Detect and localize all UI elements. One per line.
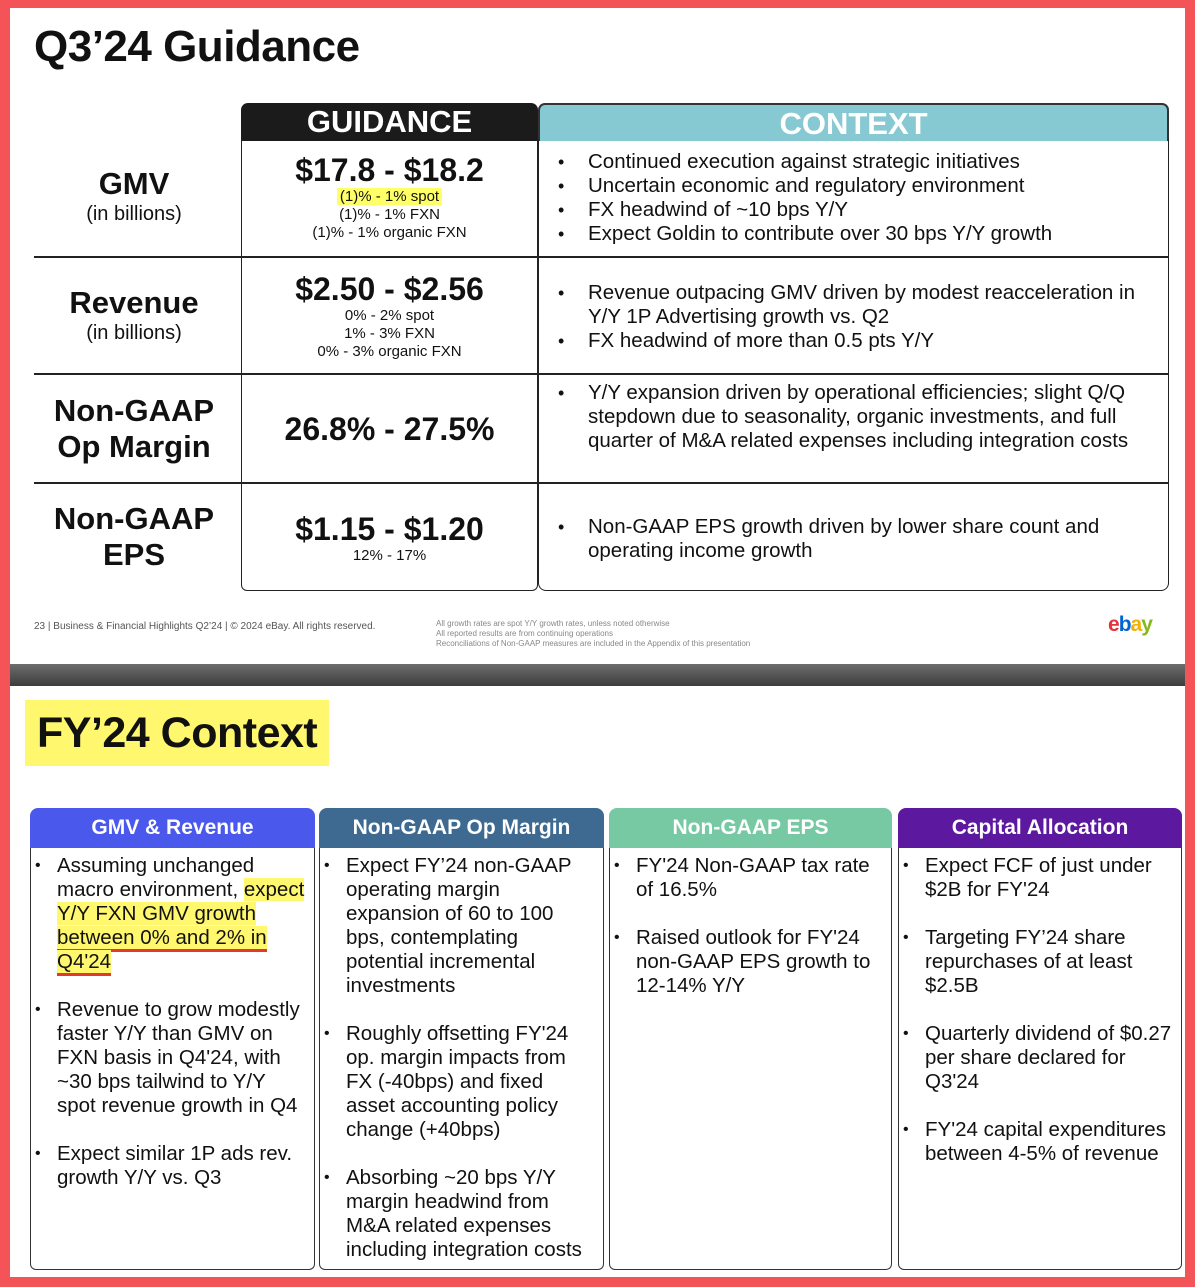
row-divider xyxy=(34,373,1169,375)
list-item: • FY'24 Non-GAAP tax rate of 16.5% xyxy=(610,854,891,902)
column-gmv-revenue xyxy=(30,808,315,1270)
list-item: • Expect FCF of just under $2B for FY'24 xyxy=(899,854,1181,902)
context-header: CONTEXT xyxy=(538,103,1169,141)
list-item: • Roughly offsetting FY'24 op. margin impacts from FX (-40bps) and fixed asset accounting policy change (+40bps) xyxy=(320,1022,603,1142)
column-op-margin xyxy=(319,808,604,1270)
guidance-value: $17.8 - $18.2 xyxy=(295,152,484,188)
context-bullet: • Revenue outpacing GMV driven by modest reacceleration in Y/Y 1P Advertising growth vs. Q2 xyxy=(548,281,1163,329)
highlighted-text: expect Y/Y FXN GMV growth xyxy=(57,878,305,925)
row-label-eps: Non-GAAP EPS xyxy=(53,501,215,572)
row-label-gmv: GMV (in billions) xyxy=(86,166,182,225)
fy-context-slide xyxy=(10,686,1185,1277)
column-body xyxy=(898,848,1182,1270)
context-bullet: • Y/Y expansion driven by operational efficiencies; slight Q/Q stepdown due to seasonality, organic investments, and full quarter of M&A related expenses including integration costs xyxy=(548,381,1163,453)
underlined-highlighted-text: between 0% and 2% in Q4'24 xyxy=(57,926,267,976)
guidance-value: 26.8% - 27.5% xyxy=(284,411,495,447)
context-bullet: • Uncertain economic and regulatory environment xyxy=(548,174,1163,198)
highlighted-spot-range: (1)% - 1% spot xyxy=(337,188,442,205)
ebay-logo: ebay xyxy=(1108,613,1152,636)
list-item: • Expect similar 1P ads rev. growth Y/Y vs. Q3 xyxy=(31,1142,314,1190)
list-item: • Quarterly dividend of $0.27 per share declared for Q3'24 xyxy=(899,1022,1181,1094)
slide-footer: 23 | Business & Financial Highlights Q2’24 | © 2024 eBay. All rights reserved. xyxy=(34,621,376,632)
list-item: • Raised outlook for FY'24 non-GAAP EPS growth to 12-14% Y/Y xyxy=(610,926,891,998)
guidance-slide xyxy=(10,8,1185,664)
list-item: • Revenue to grow modestly faster Y/Y than GMV on FXN basis in Q4'24, with ~30 bps tailwind to Y/Y spot revenue growth in Q4 xyxy=(31,998,314,1118)
context-eps xyxy=(548,515,1163,563)
column-eps xyxy=(609,808,892,1270)
column-header: Capital Allocation xyxy=(898,808,1182,848)
list-item: • Absorbing ~20 bps Y/Y margin headwind from M&A related expenses including integration costs xyxy=(320,1166,603,1262)
guidance-header: GUIDANCE xyxy=(241,103,538,141)
list-item: • Expect FY’24 non-GAAP operating margin expansion of 60 to 100 bps, contemplating potential incremental investments xyxy=(320,854,603,998)
column-body xyxy=(319,848,604,1270)
row-divider xyxy=(34,482,1169,484)
context-revenue xyxy=(548,281,1163,353)
column-header: GMV & Revenue xyxy=(30,808,315,848)
slide-divider xyxy=(10,664,1185,686)
slide-title: Q3’24 Guidance xyxy=(34,22,360,71)
context-op-margin xyxy=(548,381,1163,453)
context-bullet: • Expect Goldin to contribute over 30 bps Y/Y growth xyxy=(548,222,1163,246)
slide-title: FY’24 Context xyxy=(25,700,329,766)
guidance-value: $2.50 - $2.56 xyxy=(295,271,484,307)
context-gmv xyxy=(548,150,1163,246)
context-bullet: • FX headwind of more than 0.5 pts Y/Y xyxy=(548,329,1163,353)
context-bullet: • FX headwind of ~10 bps Y/Y xyxy=(548,198,1163,222)
column-body xyxy=(30,848,315,1270)
row-divider xyxy=(34,256,1169,258)
column-capital-allocation xyxy=(898,808,1182,1270)
column-header: Non-GAAP Op Margin xyxy=(319,808,604,848)
context-bullet: • Non-GAAP EPS growth driven by lower share count and operating income growth xyxy=(548,515,1163,563)
guidance-op-margin xyxy=(241,411,538,447)
list-item: • Targeting FY’24 share repurchases of at least $2.5B xyxy=(899,926,1181,998)
guidance-value: $1.15 - $1.20 xyxy=(295,511,484,547)
guidance-revenue: $2.50 - $2.56 0% - 2% spot 1% - 3% FXN 0% - 3% organic FXN xyxy=(241,271,538,361)
column-header: Non-GAAP EPS xyxy=(609,808,892,848)
column-body xyxy=(609,848,892,1270)
footnotes: All growth rates are spot Y/Y growth rates, unless noted otherwise All reported results are from continuing operations Reconciliations of Non-GAAP measures are included in the Appendix of this presentation xyxy=(436,619,751,648)
row-label-revenue: Revenue (in billions) xyxy=(69,285,199,344)
list-item: • Assuming unchanged macro environment, expect Y/Y FXN GMV growth between 0% and 2% in Q4'24 xyxy=(31,854,314,974)
row-label-op-margin: Non-GAAP Op Margin xyxy=(53,393,215,464)
guidance-gmv: $17.8 - $18.2 (1)% - 1% spot (1)% - 1% FXN (1)% - 1% organic FXN xyxy=(241,152,538,242)
list-item: • FY'24 capital expenditures between 4-5% of revenue xyxy=(899,1118,1181,1166)
guidance-eps: $1.15 - $1.20 12% - 17% xyxy=(241,511,538,565)
context-bullet: • Continued execution against strategic initiatives xyxy=(548,150,1163,174)
